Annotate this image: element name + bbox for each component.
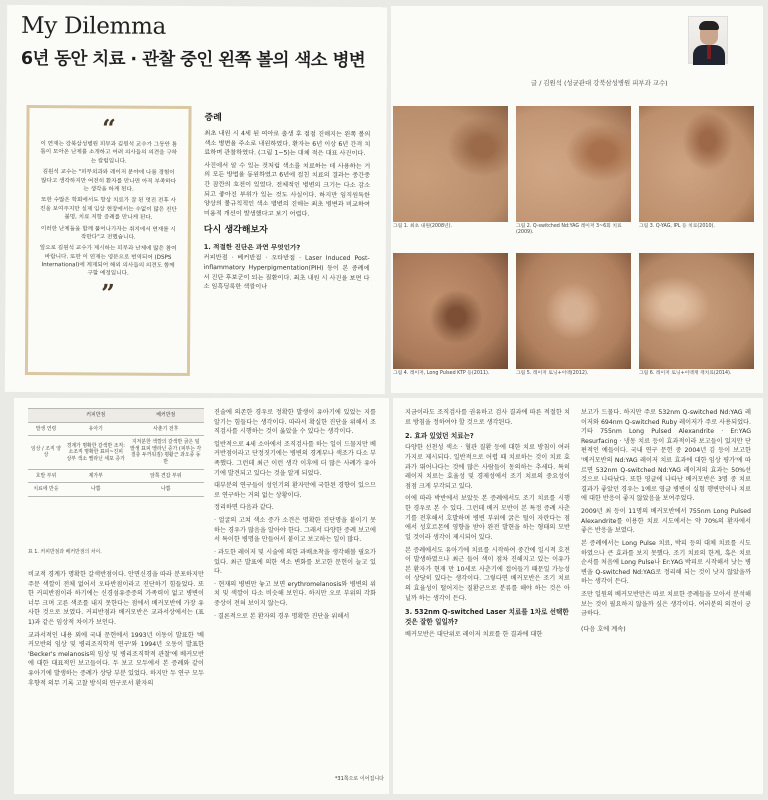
- author-byline: 글 / 김원석 (성균관대 강북삼성병원 피부과 교수): [531, 79, 668, 87]
- clinical-photo-4: [393, 253, 508, 377]
- intro-paragraph: 이러한 난제들을 함께 풀어나가자는 취지에서 연재를 시작한다"고 전했습니다.: [40, 225, 176, 241]
- table-cell: 나쁨: [127, 483, 204, 497]
- body-paragraph: 조만 일원의 베커모반만은 따로 치료한 증례들을 모아서 분석해보는 것이 필요하지 않을까 싶은 생각이다. 여러분의 의견이 궁금하다.: [581, 590, 751, 618]
- table-caption: 표 1. 커피반점과 베커반점의 차이.: [28, 549, 102, 555]
- intro-paragraph: 김원석 교수는 "피부외과와 레이저 분야에 나름 경험이 많다고 생각하지만 여전히 환자를 만나면 아직 부족하다는 생각을 하게 된다.: [41, 169, 177, 193]
- clinical-photo-6: [639, 253, 754, 377]
- page3-left-column: [28, 570, 204, 691]
- photo-caption: 그림 1. 최초 내원(2008년).: [393, 224, 453, 229]
- photo-caption: 그림 5. 레이저 토닝+이맥(2012).: [516, 371, 589, 376]
- section-heading-case: 증례: [204, 113, 222, 124]
- continued-footnote: *31쪽으로 이어집니다: [334, 776, 384, 782]
- body-paragraph: 지금이라도 조직검사를 권유하고 검사 결과에 따른 적절한 치료 방침을 정하여야 할 것으로 생각된다.: [405, 409, 570, 426]
- comparison-table: [28, 408, 204, 497]
- table-row-header: 임상 / 조직 양상: [28, 436, 64, 469]
- body-paragraph: 본 증례에서는 Long Pulse 치료, 박피 등의 대체 치료를 시도하였으나 큰 효과를 보지 못했다. 조기 치료의 한계, 혹은 치료 순서를 처음에 Long Pulse나 Er:YAG 박피로 시작해서 낫는 병변을 Q-switched Nd:YAG로 정리해 되는 것이 낫지 않았을까 하는 생각이 든다.: [581, 539, 751, 586]
- magazine-page-1: [5, 5, 387, 394]
- table-row: [28, 483, 204, 497]
- body-paragraph: 이에 따라 박반에서 보았듯 본 증례에서도 조기 치료를 시행한 경우로 본 수 있다. 그런데 베커 모반이 본 특정 증례 사춘기를 전후해서 호발하며 병변 부위에 굵은 털이 자란다는 점에서 성호르몬에 영향을 받아 완전 발현을 하는 형태의 모반일 것이라 생각이 제시되어 있다.: [405, 495, 570, 541]
- photo-caption: 그림 3. Q-YAG, IPL 등 치료(2010).: [639, 224, 715, 229]
- table-row-header: 발생 연령: [28, 422, 64, 436]
- body-paragraph: 다양한 선천성 색소 · 혈관 질환 등에 대한 치료 방침이 여러 가지로 제시되다. 일반적으로 어렵 때 치료하는 것이 치료 효과가 뛰어나다는 것에 많은 사람들이 동의하는 추세다. 특히 레이저 치료는 효율성 및 경제성에서 조기 치료의 중요성이 점점 크게 부각되고 있다.: [405, 444, 570, 490]
- question-heading-2: 2. 효과 있었던 치료는?: [405, 432, 474, 441]
- magazine-page-4: [393, 398, 763, 794]
- intro-paragraph: 앞으로 김원석 교수가 제시하는 피부과 난제에 많은 참여 바랍니다. 또한 이 연재는 영문으로 번역되어 (DSPS International)에 게재되어 해외 의사들의 의견도 함께 구할 예정입니다.: [39, 245, 177, 278]
- table-row-header: 치료에 반응: [28, 483, 64, 497]
- body-paragraph: 교과서적인 내용 외에 국내 문헌에서 1993년 이동이 발표한 '베커모반의 임상 및 병리조직학적 연구'와 1994년 오동이 발표한 'Becker's melanosis의 임상 및 병리조직학적 관찰'에 베커모반에 대한 대표적인 보고들이다. 두 보고 모두에서 본 증례와 같이 유아기에 발생하는 증례가 상당 부분 있었다. 하지만 두 연구 모두 후향적 의무 기록 고찰 방식의 연구로서 환자의: [28, 631, 204, 687]
- clinical-photo-1: [393, 106, 508, 230]
- table-header-cell: [28, 409, 64, 423]
- clinical-photo-5: [516, 253, 631, 377]
- photo-caption: 그림 4. 레이저, Long Pulsed KTP 등(2011).: [393, 371, 490, 376]
- magazine-page-2: [391, 6, 763, 393]
- table-cell: 경계가 명확한 갈색반 조직: 소조직 명확한 표피~진피 상부 색소 멜라닌 세포 증가: [64, 436, 127, 469]
- table-cell: 제가부: [64, 469, 127, 483]
- table-row: [28, 469, 204, 483]
- intro-paragraph: 또한 수많은 학회에서도 항상 치료가 잘 된 멋진 전후 사진을 보여주지만 실제 임상 현장에서는 수없이 많은 진단 불명, 치료 저항 증례를 만나게 된다.: [40, 197, 177, 221]
- case-paragraph: 최초 내원 시 4세 된 여아로 출생 후 점점 진해지는 왼쪽 볼의 색소 병변을 주소로 내원하였다. 환자는 6년 이상 6년 간격 치료하며 관찰하였다. (그림 1~5)는 대체 적은 대표 사진이다.: [204, 130, 371, 158]
- photo-caption: 그림 6. 레이저 토닝+이맥재 재치료(2014).: [639, 371, 732, 376]
- table-row: [28, 422, 204, 436]
- body-paragraph: 비교적 경계가 명확한 갈색반점이다. 안면신경을 따라 분포하지만 주문 색깔이 전체 없어서 오타반점이라고 진단하기 힘들었다. 또한 커피반점이라 하기에는 신경섬유증증의 가족력이 없고 병변이 너무 크며 고른 색조를 내지 못한다는 점에서 베커모반에 가장 유사한 것으로 보였다. 커피반점과 베커모반은 교과서상에서는 (표 1)과 같은 임상적 차이가 보인다.: [28, 571, 204, 627]
- clinical-photo-3: [639, 106, 754, 230]
- quote-close-mark: ”: [100, 278, 115, 308]
- body-paragraph: 2009년 최 등이 11명의 베커모반에서 755nm Long Pulsed Alexandrite를 이용한 치료 시도에서는 약 70%의 환자에서 좋은 반응을 보였다.: [581, 508, 751, 535]
- table-header-cell: 커피반점: [64, 409, 127, 423]
- table-cell: 앞쪽 견갑 부위: [127, 469, 204, 483]
- body-paragraph: 본 증례에서도 유아기에 치료를 시작하여 중간에 일시적 호전이 발생하였으나 최근 들어 색이 점차 진해지고 있는 이유가 본 환자가 현재 만 10세로 사춘기에 접어들기 때문일 가능성이 상당히 있다는 생각이다. 그렇다면 베커모반은 조기 치료의 효율성이 떨어지는 질환군으로 분류를 해야 하는 것은 아닐까 하는 생각이 든다.: [405, 546, 570, 602]
- closing-note: (다음 호에 계속): [581, 625, 626, 633]
- body-paragraph: · 얼굴의 고쳐 색소 증가 소견은 명확한 진단명을 붙이기 못하는 경우가 많음을 알아야 한다. 그래서 다양한 증례 보고에서 특이한 병명을 만들어서 붙이고 보고하는 일이 많다.: [214, 517, 376, 544]
- case-paragraph: 사진에서 알 수 있는 것처럼 색소를 치료하는 데 사용하는 거의 모든 방법을 동원하였고 6년에 걸친 치료의 결과는 중간중간 잠깐의 호전이 있었다. 전체적인 병변의 크기는 다소 감소되고 좋아진 부위가 있는 것도 사실이다. 하지만 임직원독한 양상의 불규칙적인 색소 병변의 진해는 최초 병변과 비교하여 미용적 개선이 발생했다고 보기 어렵다.: [203, 161, 371, 218]
- body-paragraph: 정리하면 다음과 같다.: [214, 504, 274, 512]
- column-title-en: My Dilemma: [20, 12, 167, 40]
- table-cell: 지저분한 색깔의 갈색반 굵은 털 발생 표피 멜라닌 증가 (피부는 각질층 두꺼워짐) 평활근 과오종 동반: [127, 436, 204, 469]
- quote-open-mark: “: [101, 113, 116, 143]
- section-heading-rethink: 다시 생각해보자: [203, 225, 268, 236]
- page3-right-column: [214, 408, 376, 624]
- table-cell: 사춘기 전후: [127, 422, 204, 436]
- table-cell: 유아기: [64, 422, 127, 436]
- body-paragraph: · 현재의 병변만 놓고 보면 erythromelanosis와 병변의 위치 및 색깔이 다소 비슷해 보인다. 하지만 오로 부위의 각화 중상이 전혀 보이지 않는다.: [214, 580, 376, 607]
- author-portrait: [688, 16, 728, 64]
- body-paragraph: · 결론적으로 본 환자의 경우 명확한 진단을 위해서: [214, 612, 350, 620]
- body-paragraph: 진술에 의존한 경우로 정확한 발생이 유아기에 있었는 지를 알기는 힘들다는 생각이다. 따라서 확실한 진단을 위해서 조직검사를 시행하는 것이 옳았을 수 있다는 생각이다.: [214, 409, 376, 436]
- clinical-photo-2: [516, 106, 631, 237]
- table-header-cell: 베커반점: [127, 409, 204, 423]
- page4-right-column: [581, 408, 751, 637]
- magazine-page-3: [14, 398, 389, 794]
- body-paragraph: 일반적으로 4세 소아에서 조직검사를 하는 일이 드물지만 베커반점이라고 단정짓기에는 병변의 경계부나 색조가 다소 부족했다. 그런데 최근 이런 생각 이후에 더 많은 사례가 유아기에 발견되고 있다는 것을 알게 되었다.: [214, 440, 376, 477]
- intro-quote-box: [25, 105, 192, 376]
- article-title: 6년 동안 치료 · 관찰 중인 왼쪽 볼의 색소 병변: [20, 48, 366, 72]
- body-paragraph: · 과도한 레이저 및 시술에 의한 과배초착을 생각해볼 필요가 있다. 최근 발표에 의한 색소 변화를 보고한 문헌이 늘고 있다.: [214, 548, 376, 576]
- table-row-header: 호발 부위: [28, 469, 64, 483]
- body-paragraph: 보고가 드물다. 하지만 주로 532nm Q-switched Nd:YAG 레이저와 694nm Q-switched Ruby 레이저가 주로 사용되었다. 기타 755nm Long Pulsed Alexandrite · Er:YAG Resurfacing · 냉동 치료 등이 효과적이라 보고들이 있지만 단편적인 예들이다. 국내 연구 문헌 중 2004년 김 등이 보고한 '베커모반의 Nd:YAG 레이저 치료 효과에 대한 임상 평가'에 따르면 532nm Q-switched Nd:YAG 레이저의 효과는 50%선 것으로 나타났다. 또한 영글에 나타난 베커모반은 3명 중 치료 결과가 좋았던 경우는 1예로 영글 병변이 실험 행변만이나 치료에 대한 반응이 좋지 않았음을 보여주었다.: [581, 409, 751, 503]
- body-paragraph: 베커모반은 대단위로 레이저 치료를 한 결과에 대한: [405, 630, 543, 638]
- photo-caption: 그림 2. Q-switched Nd:YAG 레이저 3~6회 치료(2009).: [516, 224, 622, 236]
- table-cell: 나쁨: [64, 483, 127, 497]
- question-heading-3: 3. 532nm Q-switched Laser 치료를 1차로 선택한 것은 잘한 일일까?: [405, 608, 569, 627]
- table-row: [28, 436, 204, 469]
- table-header-row: [28, 409, 204, 423]
- question-1-text: 커피반점 · 베커반점 · 오타반점 · Laser Induced Post-inflammatory Hyperpigmentation(PIH) 등이 본 증례에서 진단 후보군이 되는 질환이다. 최초 내원 시 사진을 보면 다소 임흑딩룩한 색깔이나: [203, 254, 370, 291]
- page4-left-column: [405, 408, 570, 642]
- body-paragraph: 대부분의 연구들이 성인기의 환자만에 국한된 경향이 있으므로 연구하는 거의 없는 상황이다.: [214, 482, 376, 499]
- case-column: [203, 106, 371, 387]
- question-heading-1: 1. 적절한 진단은 과연 무엇인가?: [203, 243, 301, 253]
- intro-paragraph: 이 연재는 강북삼성병원 피부과 김원석 교수가 그동안 틈틈이 모아온 난제를 소개하고 어려 의사들의 의견을 구하는 칼럼입니다.: [40, 141, 178, 165]
- intro-text: [39, 140, 179, 279]
